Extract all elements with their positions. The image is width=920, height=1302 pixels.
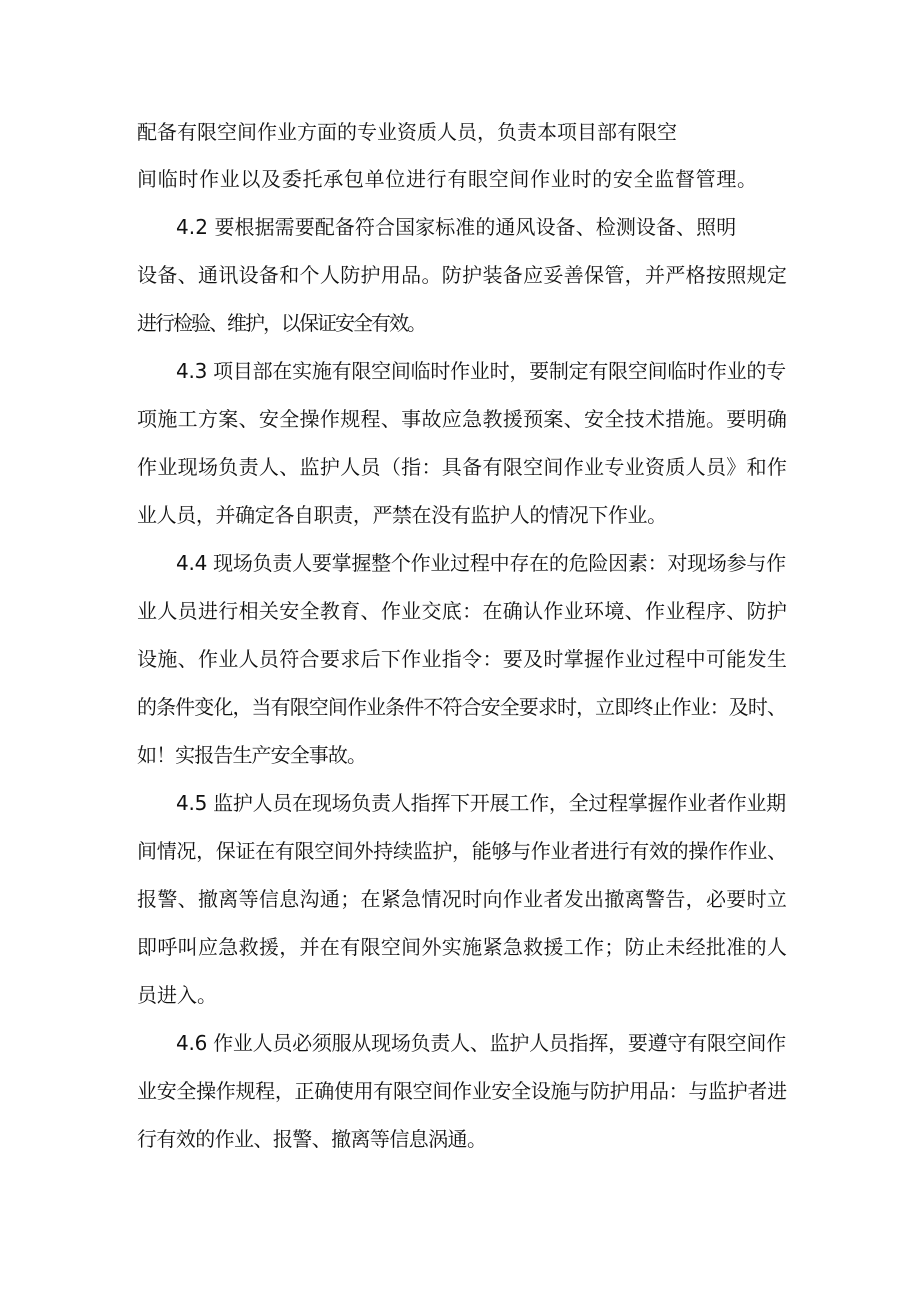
text-line: 设备、通讯设备和个人防护用品。防护装备应妥善保管，并严格按照规定: [137, 263, 788, 287]
text-line: 报警、撤离等信息沟通；在紧急情况时向作业者发出撤离警告，必要时立: [137, 887, 788, 911]
paragraph-4-2-start: 4.2 要根据需要配备符合国家标准的通风设备、检测设备、照明: [176, 215, 737, 239]
text-line: 设施、作业人员符合要求后下作业指令：要及时掌握作业过程中可能发生: [137, 647, 788, 671]
text-line: 业安全操作规程，正确使用有限空间作业安全设施与防护用品：与监护者进: [137, 1079, 787, 1103]
paragraph-4-4-start: 4.4 现场负责人要掌握整个作业过程中存在的危险因素：对现场参与作: [176, 551, 786, 575]
text-line: 配备有限空间作业方面的专业资质人员，负责本项目部有限空: [137, 120, 677, 144]
text-line: 的条件变化，当有限空间作业条件不符合安全要求时，立即终止作业：及时、: [137, 695, 787, 719]
text-line: 项施工方案、安全操作规程、事故应急教援预案、安全技术措施。要明确: [137, 407, 788, 431]
text-line: 间情况，保证在有限空间外持续监护，能够与作业者进行有效的操作作业、: [137, 839, 787, 863]
text-line: 如！实报告生产安全事故。: [137, 743, 367, 767]
text-line: 进行检验、维护，以保证安全有效。: [137, 311, 425, 335]
paragraph-4-6-start: 4.6 作业人员必须服从现场负责人、监护人员指挥，要遵守有限空间作: [176, 1031, 786, 1055]
paragraph-4-3-start: 4.3 项目部在实施有限空间临时作业时，要制定有限空间临时作业的专: [176, 359, 786, 383]
text-line: 员进入。: [137, 983, 217, 1007]
text-line: 间临时作业以及委托承包单位进行有眼空间作业时的安全监督管理。: [137, 167, 758, 191]
text-line: 业人员进行相关安全教育、作业交底：在确认作业环境、作业程序、防护: [137, 599, 788, 623]
text-line: 即呼叫应急救援，并在有限空间外实施紧急救援工作；防止未经批准的人: [137, 935, 788, 959]
text-line: 业人员，并确定各自职责，严禁在没有监护人的情况下作业。: [137, 503, 667, 527]
text-line: 行有效的作业、报警、撤离等信息涡通。: [137, 1127, 487, 1151]
text-line: 作业现场负责人、监护人员（指：具备有限空间作业专业资质人员》和作: [137, 455, 788, 479]
paragraph-4-5-start: 4.5 监护人员在现场负责人指挥下开展工作，全过程掌握作业者作业期: [176, 791, 786, 815]
